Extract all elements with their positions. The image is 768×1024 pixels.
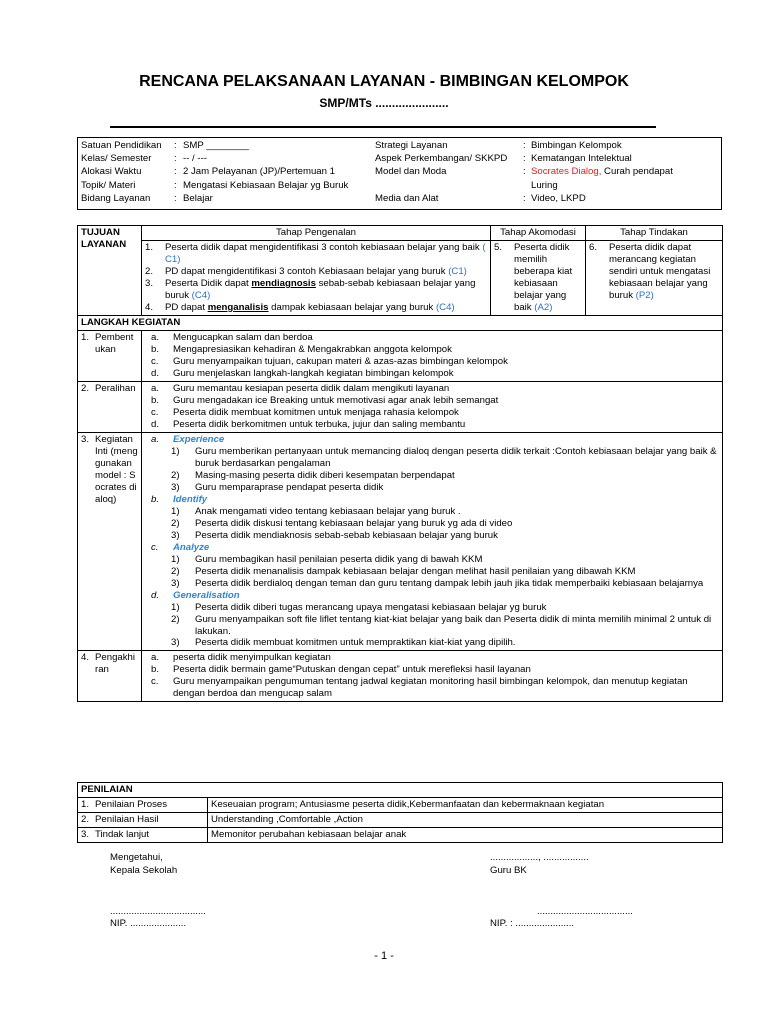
header-value-text: Belajar	[183, 192, 213, 204]
document-title: RENCANA PELAKSANAAN LAYANAN - BIMBINGAN KELOMPOK	[139, 73, 629, 90]
phase-item-text: Peserta didik diskusi tentang kebiasaan belajar yang buruk yg ada di video	[195, 517, 513, 529]
header-value	[531, 166, 673, 179]
item-letter: d.	[151, 367, 160, 379]
header-value	[183, 140, 249, 153]
phase-item	[145, 566, 719, 578]
sig-left-nip: NIP. .....................	[110, 918, 187, 929]
phase-item-text: Guru memberikan pertanyaan untuk memancing dialoq dengan peserta didik terkait :Contoh kebiasaan belajar yang baik & buruk berdasarkan pengalaman	[195, 445, 717, 469]
header-row	[81, 153, 348, 166]
assessment-key-wrap	[81, 814, 204, 826]
header-key: Aspek Perkembangan/ SKKPD	[375, 153, 508, 165]
step-content-cell	[142, 432, 723, 651]
item-text: Peserta didik berkomitmen untuk terbuka, jujur dan saling membantu	[173, 418, 466, 430]
goal-keyword: menganalisis	[207, 301, 269, 313]
item-letter: b.	[151, 394, 160, 406]
step-label-cell	[78, 651, 142, 702]
assessment-row	[78, 828, 723, 843]
sig-right-nip: NIP. : ......................	[490, 918, 575, 929]
phase-item	[145, 602, 719, 614]
step-item	[145, 383, 719, 395]
step-number: 1.	[81, 331, 90, 343]
header-row	[81, 166, 348, 179]
step-number: 3.	[81, 433, 90, 445]
pengenalan-goal-item	[145, 266, 487, 278]
header-key: Media dan Alat	[375, 192, 439, 204]
header-value	[183, 193, 213, 206]
header-value-text: SMP ________	[183, 140, 249, 151]
goal-code: ( C1)	[165, 241, 486, 265]
header-value	[183, 166, 335, 179]
header-value	[531, 153, 632, 166]
step-content-cell	[142, 651, 723, 702]
item-letter: a.	[151, 382, 160, 394]
step-item	[145, 407, 719, 419]
header-value-text: Kematangan Intelektual	[531, 153, 632, 165]
assessment-key	[78, 828, 208, 843]
phase-item-number: 2)	[171, 613, 180, 625]
phase-item-text: Guru membagikan hasil penilaian peserta didik yang di bawah KKM	[195, 553, 483, 565]
step-item	[145, 419, 719, 431]
step-item	[145, 652, 719, 664]
activity-table	[77, 225, 723, 702]
phase-item-text: Masing-masing peserta didik diberi kesempatan berpendapat	[195, 469, 455, 481]
goal-number: 1.	[145, 241, 154, 253]
header-key: Strategi Layanan	[375, 140, 448, 151]
phase-name: Analyze	[173, 541, 210, 553]
goal-text	[165, 266, 487, 278]
phase-name: Experience	[173, 433, 225, 445]
assessment-key-text: Penilaian Proses	[95, 799, 167, 810]
header-value	[531, 193, 586, 206]
step-name: Kegiatan Inti (menggunakan model : Socrates dialoq)	[95, 433, 138, 505]
header-value-text: Video, LKPD	[531, 192, 586, 204]
step-item	[145, 368, 719, 380]
assessment-number: 2.	[81, 814, 90, 825]
item-text: Guru menyampaikan pengumuman tentang jadwal kegiatan monitoring hasil bimbingan kelompok, dan menutup kegiatan dengan berdoa dan mengucap salam	[173, 676, 688, 700]
col-pengenalan: Tahap Pengenalan	[142, 226, 491, 241]
header-value-text: -- / ---	[183, 153, 207, 165]
akomodasi-text: Peserta didik memilih beberapa kiat kebiasaan belajar yang baik	[514, 241, 573, 313]
step-item	[145, 344, 719, 356]
goal-text	[165, 278, 487, 302]
phase-item	[145, 506, 719, 518]
step-label-cell	[78, 330, 142, 381]
sig-right-2: Guru BK	[490, 865, 527, 876]
phase-heading	[145, 494, 719, 506]
penilaian-label: PENILAIAN	[78, 783, 723, 798]
step-number: 2.	[81, 382, 90, 394]
sig-left-2: Kepala Sekolah	[110, 865, 178, 876]
phase-item-text: Peserta didik membuat komitmen untuk mempraktikan kiat-kiat yang dipilih.	[195, 637, 516, 649]
goal-text-pre: PD dapat mengidentifikasi 3 contoh Kebiasaan belajar yang buruk	[165, 265, 446, 277]
sig-left-dots: ....................................	[110, 906, 206, 917]
goal-number: 2.	[145, 265, 154, 277]
phase-item	[145, 530, 719, 542]
step-label	[81, 434, 138, 506]
tindakan-goal	[586, 240, 723, 315]
header-key: Topik/ Materi	[81, 179, 136, 191]
assessment-key-wrap	[81, 799, 204, 811]
phase-item	[145, 554, 719, 566]
phase-item-text: Anak mengamati video tentang kebiasaan belajar yang buruk .	[195, 505, 461, 517]
phase-item-number: 3)	[171, 577, 180, 589]
item-text: Guru mengadakan ice Breaking untuk memotivasi agar anak lebih semangat	[173, 394, 499, 406]
header-info-box	[77, 137, 722, 210]
goal-text-post: dampak kebiasaan belajar yang buruk	[268, 301, 434, 313]
goal-text	[165, 302, 487, 314]
phase-name: Generalisation	[173, 589, 240, 601]
header-value-text: Mengatasi Kebiasaan Belajar yg Buruk	[183, 179, 349, 191]
header-sep: :	[174, 166, 177, 178]
phase-item-number: 2)	[171, 517, 180, 529]
item-letter: a.	[151, 652, 160, 664]
header-value-text: Luring	[531, 179, 558, 191]
phase-item-number: 2)	[171, 565, 180, 577]
phase-letter: d.	[151, 589, 160, 601]
assessment-value: Memonitor perubahan kebiasaan belajar anak	[208, 828, 723, 843]
header-value-highlight: Socrates Dialog,	[531, 166, 602, 178]
step-content-cell	[142, 381, 723, 432]
header-value	[183, 153, 207, 166]
item-text: peserta didik menyimpulkan kegiatan	[173, 652, 331, 664]
phase-item	[145, 518, 719, 530]
goal-keyword: mendiagnosis	[251, 277, 316, 289]
header-right-column	[375, 140, 673, 206]
header-value-text: Bimbingan Kelompok	[531, 140, 622, 151]
header-value-text: 2 Jam Pelayanan (JP)/Pertemuan 1	[183, 166, 335, 178]
step-label-cell	[78, 381, 142, 432]
pengenalan-goal-item	[145, 278, 487, 302]
item-letter: d.	[151, 418, 160, 430]
assessment-key	[78, 813, 208, 828]
assessment-row	[78, 813, 723, 828]
header-row	[375, 180, 673, 193]
phase-item-text: Guru menyampaikan soft file liflet tentang kiat-kiat belajar yang baik dan Peserta didik di minta memilih minimal 2 untuk di lakukan.	[195, 613, 712, 637]
header-sep: :	[523, 153, 526, 165]
phase-item-text: Peserta didik berdialoq dengan teman dan guru tentang dampak lebih jauh jika tidak memperbaiki kebiasaan belajarnya	[195, 577, 704, 589]
item-text: Mengapresiasikan kehadiran & Mengakrabkan anggota kelompok	[173, 343, 452, 355]
phase-item-number: 1)	[171, 601, 180, 613]
assessment-key-text: Tindak lanjut	[95, 829, 150, 840]
assessment-number: 1.	[81, 799, 90, 810]
tindakan-number: 6.	[589, 241, 598, 253]
phase-item	[145, 637, 719, 649]
step-content-cell	[142, 330, 723, 381]
item-text: Peserta didik bermain game“Putuskan dengan cepat” untuk merefleksi hasil layanan	[173, 664, 531, 676]
sig-right-1: .................., .................	[490, 852, 589, 863]
item-text: Guru menjelaskan langkah-langkah kegiatan bimbingan kelompok	[173, 367, 454, 379]
step-item	[145, 395, 719, 407]
phase-item	[145, 470, 719, 482]
header-value	[183, 180, 348, 193]
goal-text-pre: Peserta Didik dapat	[165, 277, 249, 289]
phase-name: Identify	[173, 493, 208, 505]
phase-item	[145, 578, 719, 590]
goal-text	[165, 242, 487, 266]
goal-code: (C1)	[448, 265, 467, 277]
item-letter: c.	[151, 355, 159, 367]
akomodasi-number: 5.	[494, 241, 503, 253]
step-label	[81, 332, 138, 356]
step-name: Pengakhiran	[95, 652, 136, 676]
step-label-cell	[78, 432, 142, 651]
pengenalan-goals	[142, 240, 491, 315]
step-item	[145, 356, 719, 368]
goal-number: 4.	[145, 301, 154, 313]
step-label	[81, 383, 138, 395]
phase-heading	[145, 434, 719, 446]
phase-item-number: 3)	[171, 637, 180, 649]
header-row	[375, 140, 673, 153]
assessment-value: Understanding ,Comfortable ,Action	[208, 813, 723, 828]
header-sep: :	[174, 192, 177, 204]
phase-item	[145, 614, 719, 638]
langkah-label: LANGKAH KEGIATAN	[78, 315, 723, 330]
phase-item-number: 1)	[171, 553, 180, 565]
header-row	[81, 193, 348, 206]
phase-heading	[145, 542, 719, 554]
step-name: Peralihan	[95, 382, 136, 394]
header-sep: :	[523, 140, 526, 151]
phase-letter: b.	[151, 493, 160, 505]
item-letter: b.	[151, 343, 160, 355]
header-row	[81, 140, 348, 153]
header-row	[375, 153, 673, 166]
col-akomodasi: Tahap Akomodasi	[491, 226, 586, 241]
phase-item-text: Peserta didik mendiaknosis sebab-sebab kebiasaan belajar yang buruk	[195, 529, 498, 541]
header-row	[375, 193, 673, 206]
phase-item	[145, 482, 719, 494]
item-letter: a.	[151, 331, 160, 343]
assessment-value: Keseuaian program; Antusiasme peserta didik,Kebermanfaatan dan kebermaknaan kegiatan	[208, 798, 723, 813]
item-letter: b.	[151, 664, 160, 676]
goal-code: (C4)	[435, 301, 455, 313]
step-item	[145, 332, 719, 344]
page-number: - 1 -	[374, 950, 394, 962]
step-item	[145, 664, 719, 676]
akomodasi-code: (A2)	[534, 301, 553, 313]
item-letter: c.	[151, 676, 159, 688]
header-sep: :	[523, 166, 526, 178]
tindakan-text: Peserta didik dapat merancang kegiatan sendiri untuk mengatasi kebiasaan belajar yang buruk	[609, 241, 711, 301]
assessment-key	[78, 798, 208, 813]
assessment-table	[77, 782, 723, 843]
header-value	[531, 140, 622, 153]
step-name: Pembentukan	[95, 331, 134, 355]
title-rule	[110, 126, 656, 128]
assessment-number: 3.	[81, 829, 90, 840]
assessment-key-wrap	[81, 829, 204, 841]
header-sep: :	[174, 140, 177, 151]
goal-text-pre: Peserta didik dapat mengidentifikasi 3 contoh kebiasaan belajar yang baik	[165, 241, 480, 253]
phase-item-number: 2)	[171, 469, 180, 481]
phase-item-text: Peserta didik diberi tugas merancang upaya mengatasi kebiasaan belajar yg buruk	[195, 601, 547, 613]
item-letter: c.	[151, 406, 159, 418]
header-value-text: Curah pendapat	[601, 166, 673, 178]
akomodasi-goal	[491, 240, 586, 315]
header-key: Alokasi Waktu	[81, 166, 142, 178]
tujuan-label: TUJUAN LAYANAN	[78, 226, 142, 316]
tindakan-code: (P2)	[635, 289, 654, 301]
step-label	[81, 652, 138, 676]
header-sep: :	[174, 179, 177, 191]
step-number: 4.	[81, 652, 90, 664]
phase-heading	[145, 590, 719, 602]
phase-item	[145, 446, 719, 470]
phase-item-text: Peserta didik menanalisis dampak kebiasaan belajar dengan melihat hasil penilaian yang dibawah KKM	[195, 565, 636, 577]
phase-letter: c.	[151, 541, 159, 553]
header-key: Model dan Moda	[375, 166, 447, 178]
header-value	[531, 180, 558, 193]
phase-letter: a.	[151, 433, 160, 445]
phase-item-number: 1)	[171, 445, 180, 457]
header-sep: :	[523, 192, 526, 204]
item-text: Peserta didik membuat komitmen untuk menjaga rahasia kelompok	[173, 406, 459, 418]
phase-item-number: 3)	[171, 529, 180, 541]
header-sep: :	[174, 153, 177, 165]
item-text: Guru menyampaikan tujuan, cakupan materi & azas-azas bimbingan kelompok	[173, 355, 508, 367]
header-sep	[523, 180, 531, 193]
header-key	[375, 180, 523, 193]
goal-text-post: sebab-sebab kebiasaan belajar yang buruk	[165, 277, 476, 301]
sig-right-dots: ....................................	[537, 906, 633, 917]
col-tindakan: Tahap Tindakan	[586, 226, 723, 241]
header-key: Satuan Pendidikan	[81, 140, 162, 151]
item-text: Mengucapkan salam dan berdoa	[173, 331, 313, 343]
sig-left-1: Mengetahui,	[110, 852, 163, 863]
assessment-key-text: Penilaian Hasil	[95, 814, 159, 825]
item-text: Guru memantau kesiapan peserta didik dalam mengikuti layanan	[173, 382, 450, 394]
header-key: Kelas/ Semester	[81, 153, 152, 165]
goal-code: (C4)	[191, 289, 211, 301]
header-key: Bidang Layanan	[81, 192, 151, 204]
phase-item-number: 1)	[171, 505, 180, 517]
goal-number: 3.	[145, 277, 154, 289]
assessment-row	[78, 798, 723, 813]
pengenalan-goal-item	[145, 302, 487, 314]
goal-text-pre: PD dapat	[165, 301, 206, 313]
header-row	[375, 166, 673, 179]
phase-item-text: Guru memparaprase pendapat peserta didik	[195, 481, 384, 493]
step-item	[145, 676, 719, 700]
header-left-column	[81, 140, 348, 206]
header-row	[81, 180, 348, 193]
phase-item-number: 3)	[171, 481, 180, 493]
pengenalan-goal-item	[145, 242, 487, 266]
document-subtitle: SMP/MTs ......................	[319, 96, 449, 110]
